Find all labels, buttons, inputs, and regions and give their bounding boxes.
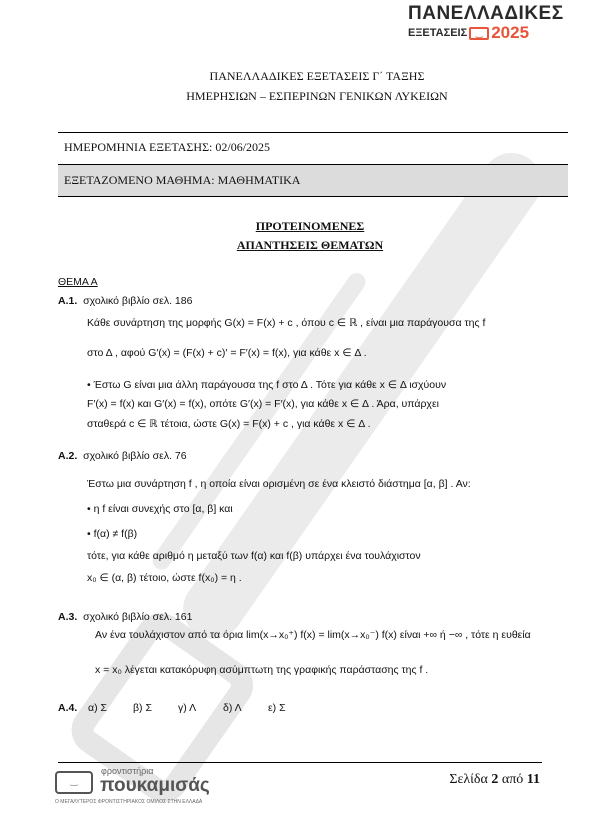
section-label: Α.2. [58,450,78,462]
title-line1: ΠΑΝΕΛΛΑΔΙΚΕΣ ΕΞΕΤΑΣΕΙΣ Γ΄ ΤΑΞΗΣ [209,69,425,83]
logo-year: 2025 [491,23,530,42]
theme-title: ΘΕΜΑ Α [58,276,98,288]
text-line: • η f είναι συνεχής στο [α, β] και [87,503,233,515]
section-a2-header [58,450,187,463]
text-line: x = x₀ λέγεται κατακόρυφη ασύμπτωτη της γραφικής παράστασης της f . [95,664,429,676]
page-total: 11 [526,772,540,787]
logo-line1: φροντιστήρια [101,766,154,776]
text-line: • Έστω G είναι μια άλλη παράγουσα της f στο Δ . Τότε για κάθε x ∈ Δ ισχύουν [87,379,447,391]
page-mid: από [501,772,524,787]
title-line2: ΗΜΕΡΗΣΙΩΝ – ΕΣΠΕΡΙΝΩΝ ΓΕΝΙΚΩΝ ΛΥΚΕΙΩΝ [186,89,448,103]
section-ref: σχολικό βιβλίο σελ. 161 [83,611,193,623]
section-ref: σχολικό βιβλίο σελ. 186 [83,295,193,307]
section-label: Α.1. [58,295,78,307]
exam-date: ΗΜΕΡΟΜΗΝΙΑ ΕΞΕΤΑΣΗΣ: 02/06/2025 [64,140,271,154]
answer: δ) Λ [223,702,242,714]
answer: β) Σ [133,702,152,714]
logo-line2: πουκαμισάς [100,775,210,796]
answer: γ) Λ [178,702,197,714]
text-line: • f(α) ≠ f(β) [87,528,138,540]
poukamisas-logo [55,766,215,810]
divider [58,196,568,197]
logo-line1: ΠΑΝΕΛΛΑΔΙΚΕΣ [408,3,564,24]
logo-line2 [408,24,536,42]
page-number [449,772,540,788]
exam-subject: ΕΞΕΤΑΖΟΜΕΝΟ ΜΑΘΗΜΑ: ΜΑΘΗΜΑΤΙΚΑ [64,173,301,187]
text-line: στο Δ , αφού G′(x) = (F(x) + c)′ = F′(x) = f(x), για κάθε x ∈ Δ . [87,347,367,359]
text-line: F′(x) = f(x) και G′(x) = f(x), οπότε G′(x) = F′(x), για κάθε x ∈ Δ . Άρα, υπάρχει [87,398,439,410]
logo-exams: ΕΞΕΤΑΣΕΙΣ [408,27,468,39]
text-line: x₀ ∈ (α, β) τέτοιο, ώστε f(x₀) = η . [87,572,242,584]
divider [58,132,568,133]
section-a3-header [58,611,192,624]
panelladikes-logo [408,3,564,42]
heading-line1: ΠΡΟΤΕΙΝΟΜΕΝΕΣ [255,219,365,233]
text-line: Αν ένα τουλάχιστον από τα όρια lim(x→x₀⁺) f(x) = lim(x→x₀⁻) f(x) είναι +∞ ή −∞ , τότε η ευθεία [95,629,531,641]
page-current: 2 [491,772,499,787]
answer: α) Σ [88,702,107,714]
text-line: Έστω μια συνάρτηση f , η οποία είναι ορισμένη σε ένα κλειστό διάστημα [α, β] . Αν: [87,478,471,490]
section-a4 [58,702,286,715]
screen-smile-icon: ‿ [55,771,93,794]
text-line: σταθερά c ∈ ℝ τέτοια, ώστε G(x) = F(x) + c , για κάθε x ∈ Δ . [87,418,371,430]
footer-divider [58,762,542,763]
text-line: Κάθε συνάρτηση της μορφής G(x) = F(x) + c , όπου c ∈ ℝ , είναι μια παράγουσα της f [87,317,486,329]
section-label: Α.4. [58,702,78,714]
answer: ε) Σ [268,702,286,714]
divider [58,164,568,165]
heading-line2: ΑΠΑΝΤΗΣΕΙΣ ΘΕΜΑΤΩΝ [236,238,384,252]
section-a1-header [58,295,192,308]
logo-tagline: Ο ΜΕΓΑΛΥΤΕΡΟΣ ΦΡΟΝΤΙΣΤΗΡΙΑΚΟΣ ΟΜΙΛΟΣ ΣΤΗΝ ΕΛΛΑΔΑ [55,799,203,805]
section-ref: σχολικό βιβλίο σελ. 76 [83,450,187,462]
page-prefix: Σελίδα [449,772,488,787]
text-line: τότε, για κάθε αριθμό η μεταξύ των f(α) και f(β) υπάρχει ένα τουλάχιστον [87,550,421,562]
section-label: Α.3. [58,611,78,623]
screen-smile-icon: ‿ [469,27,489,40]
